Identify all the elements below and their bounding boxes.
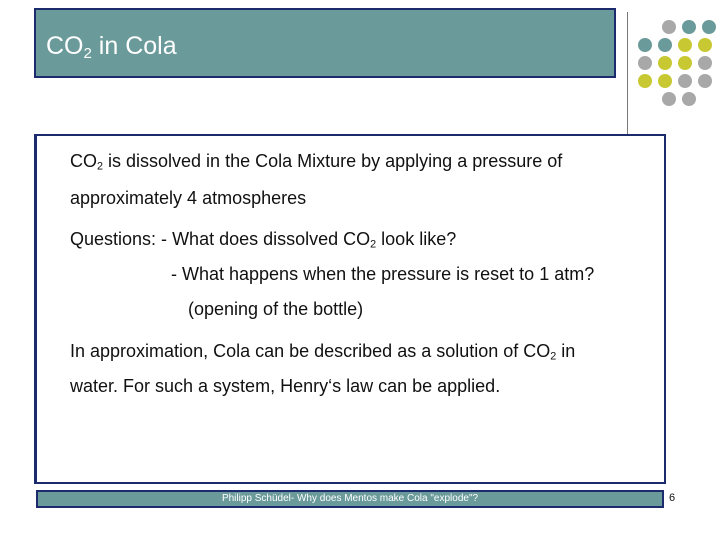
decorative-dot [678, 74, 692, 88]
decorative-dot [638, 56, 652, 70]
title-bar [34, 8, 616, 78]
decorative-dot [658, 74, 672, 88]
decorative-dot [658, 38, 672, 52]
divider-line [627, 12, 628, 134]
decorative-dot [678, 38, 692, 52]
paragraph-1-line-2: approximately 4 atmospheres [70, 188, 307, 208]
decorative-dot [658, 56, 672, 70]
footer-text: Philipp Schüdel- Why does Mentos make Cola "explode"? [221, 493, 479, 504]
slide-title: $CO_2$ in Cola [46, 32, 177, 62]
question-2-line-2: (opening of the bottle) [188, 299, 364, 319]
question-2: - What happens when the pressure is reset to 1 atm? [171, 264, 595, 284]
paragraph-1-line-1: $CO_2$ is dissolved in the Cola Mixture by applying a pressure of [70, 151, 563, 173]
paragraph-3-line-1: In approximation, Cola can be described as a solution of $CO_2$ in [70, 341, 576, 363]
page-number: 6 [669, 492, 676, 504]
decorative-dot [678, 56, 692, 70]
footer-bar [36, 490, 664, 508]
decorative-dot [698, 56, 712, 70]
decorative-dot [682, 20, 696, 34]
decorative-dot-grid [638, 20, 718, 120]
decorative-dot [698, 38, 712, 52]
decorative-dot [638, 38, 652, 52]
decorative-dot [662, 92, 676, 106]
question-1: Questions: - What does dissolved $CO_2$ look like? [70, 229, 457, 251]
paragraph-3-line-2: water. For such a system, Henry‘s law can be applied. [70, 376, 501, 396]
decorative-dot [662, 20, 676, 34]
decorative-dot [698, 74, 712, 88]
decorative-dot [638, 74, 652, 88]
decorative-dot [682, 92, 696, 106]
decorative-dot [702, 20, 716, 34]
